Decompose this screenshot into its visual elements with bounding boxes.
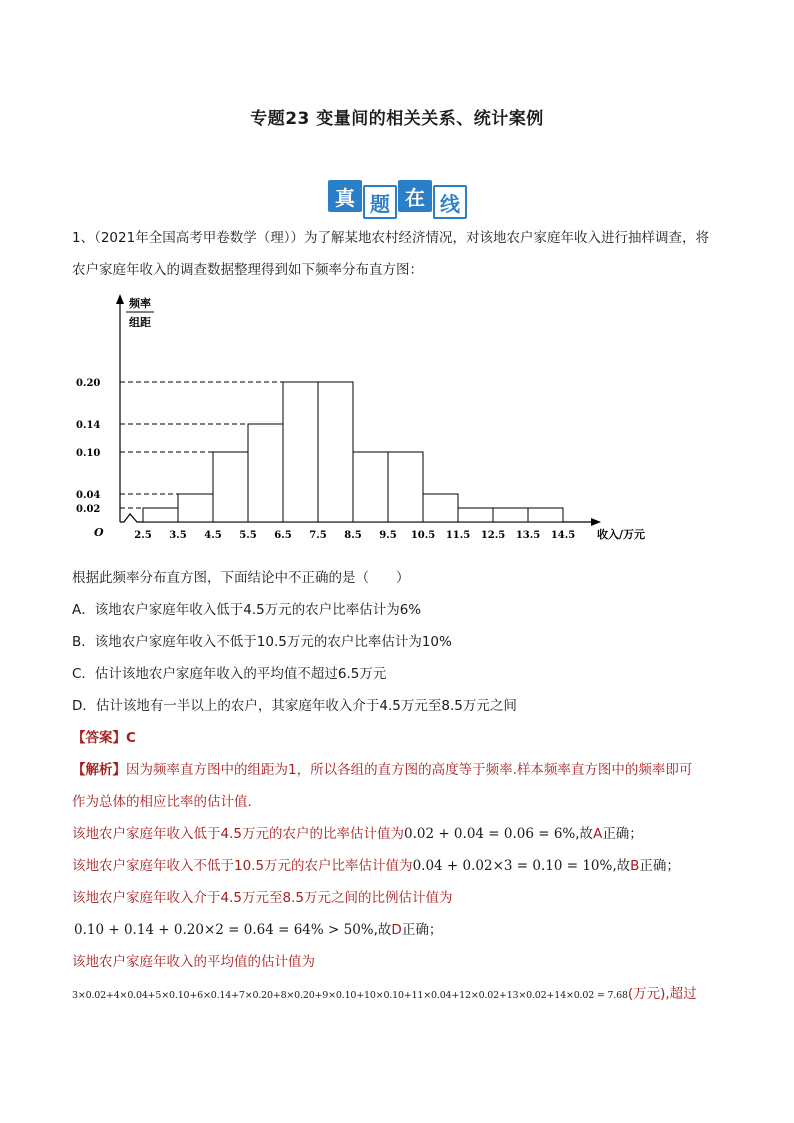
- analysis-label: 【解析】: [72, 762, 126, 778]
- histogram-bar: [388, 452, 423, 522]
- x-tick-label: 4.5: [204, 530, 222, 541]
- histogram-bar: [458, 508, 493, 522]
- section-badge: [328, 180, 468, 219]
- analysis-opt-3: A: [593, 826, 603, 842]
- analysis-end-4-pre: ,故: [612, 858, 631, 874]
- y-label-bottom: 组距: [129, 316, 151, 329]
- analysis-line-6: [74, 920, 734, 940]
- formula-a: 0.02 + 0.04 = 0.06 = 6%: [403, 826, 576, 842]
- mean-unit: (万元): [627, 986, 666, 1002]
- question-prompt: 根据此频率分布直方图，下面结论中不正确的是（ ）: [72, 570, 410, 586]
- analysis-line-2: 作为总体的相应比率的估计值.: [72, 794, 252, 810]
- question-line-1: 1、（2021年全国高考甲卷数学（理））为了解某地农村经济情况，对该地农户家庭年收入进行抽样调查，将: [72, 230, 709, 246]
- analysis-opt-4: B: [630, 858, 640, 874]
- x-tick-label: 8.5: [344, 530, 362, 541]
- analysis-end-8: ,超过: [665, 986, 697, 1002]
- page-title: 专题23 变量间的相关关系、统计案例: [250, 109, 544, 129]
- badge-char-4: 线: [433, 185, 467, 219]
- analysis-line-8: [72, 984, 732, 1006]
- question-line-2: 农户家庭年收入的调查数据整理得到如下频率分布直方图：: [72, 262, 423, 278]
- histogram-bar: [318, 382, 353, 522]
- analysis-line-3: [72, 824, 732, 844]
- x-tick-label: 9.5: [379, 530, 397, 541]
- y-label-top: 频率: [129, 297, 151, 310]
- x-tick-label: 11.5: [445, 530, 471, 541]
- badge-char-3: 在: [398, 180, 432, 212]
- answer-value: C: [126, 730, 136, 746]
- x-tick-label: 2.5: [134, 530, 152, 541]
- analysis-end-4: 正确；: [639, 858, 680, 874]
- y-tick-label: 0.04: [76, 490, 101, 501]
- y-tick-label: 0.10: [76, 448, 101, 459]
- analysis-end-6: 正确；: [401, 922, 443, 938]
- x-tick-label: 10.5: [410, 530, 436, 541]
- option-a: A．该地农户家庭年收入低于4.5万元的农户比率估计为6%: [72, 602, 422, 618]
- analysis-line-1: [72, 760, 732, 780]
- analysis-end-6-pre: ,故: [373, 922, 392, 938]
- x-axis-arrow: [591, 518, 601, 526]
- histogram-bar: [248, 424, 283, 522]
- histogram-bar: [283, 382, 318, 522]
- x-tick-label: 6.5: [274, 530, 292, 541]
- analysis-text-1: 因为频率直方图中的组距为1，所以各组的直方图的高度等于频率.样本频率直方图中的频率即可: [126, 762, 693, 778]
- x-tick-label: 5.5: [239, 530, 257, 541]
- histogram-bar: [353, 452, 388, 522]
- y-axis-arrow: [116, 294, 124, 304]
- y-tick-label: 0.14: [76, 420, 101, 431]
- analysis-end-3: 正确；: [602, 826, 643, 842]
- analysis-line-4: [72, 856, 732, 876]
- histogram-bar: [423, 494, 458, 522]
- x-tick-label: 13.5: [515, 530, 541, 541]
- badge-char-2: 题: [363, 185, 397, 219]
- x-tick-label: 3.5: [169, 530, 187, 541]
- formula-b: 0.04 + 0.02×3 = 0.10 = 10%: [412, 858, 613, 874]
- analysis-line-5: 该地农户家庭年收入介于4.5万元至8.5万元之间的比例估计值为: [72, 890, 453, 906]
- origin-label: O: [94, 526, 104, 539]
- badge-char-1: 真: [328, 180, 362, 212]
- histogram-bar: [213, 452, 248, 522]
- option-d: D．估计该地有一半以上的农户，其家庭年收入介于4.5万元至8.5万元之间: [72, 698, 517, 714]
- formula-mean: 3×0.02+4×0.04+5×0.10+6×0.14+7×0.20+8×0.20+9×0.10+10×0.10+11×0.04+12×0.02+13×0.02+14×0.02 = 7.68: [72, 990, 628, 1001]
- x-axis-label: 收入/万元: [597, 528, 646, 541]
- y-tick-label: 0.02: [76, 504, 101, 515]
- histogram-bar: [143, 508, 178, 522]
- formula-d: 0.10 + 0.14 + 0.20×2 = 0.64 = 64% > 50%: [74, 922, 374, 938]
- x-tick-label: 12.5: [480, 530, 506, 541]
- x-tick-label: 14.5: [550, 530, 576, 541]
- y-tick-label: 0.20: [76, 378, 101, 389]
- analysis-text-4: 该地农户家庭年收入不低于10.5万元的农户比率估计值为: [72, 858, 413, 874]
- analysis-opt-6: D: [391, 922, 402, 938]
- histogram-bar: [528, 508, 563, 522]
- option-b: B．该地农户家庭年收入不低于10.5万元的农户比率估计为10%: [72, 634, 452, 650]
- analysis-text-3: 该地农户家庭年收入低于4.5万元的农户的比率估计值为: [72, 826, 404, 842]
- histogram-bar: [493, 508, 528, 522]
- answer-label: 【答案】: [72, 730, 126, 746]
- x-tick-label: 7.5: [309, 530, 327, 541]
- analysis-end-3-pre: ,故: [575, 826, 594, 842]
- histogram-chart: [72, 290, 646, 546]
- histogram-bar: [178, 494, 213, 522]
- answer-line: [72, 728, 732, 748]
- analysis-line-7: 该地农户家庭年收入的平均值的估计值为: [72, 954, 315, 970]
- option-c: C．估计该地农户家庭年收入的平均值不超过6.5万元: [72, 666, 387, 682]
